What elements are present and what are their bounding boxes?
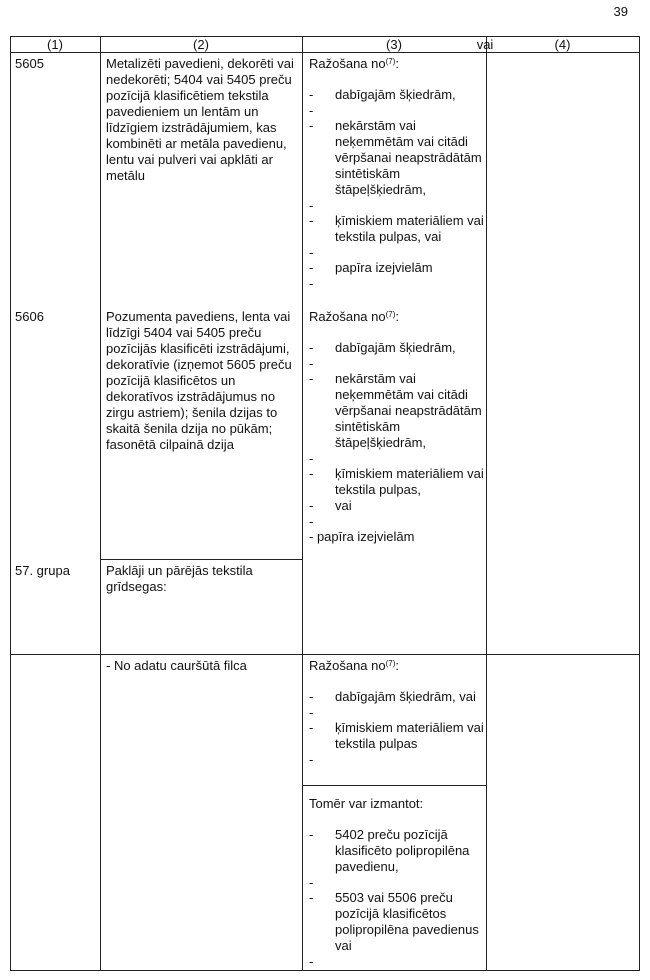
header-vai: vai [476, 37, 494, 52]
table-bottom-border [10, 970, 639, 971]
rule-intro: Ražošana $no^{(7)}$: [309, 309, 400, 324]
rule-item: - vai [309, 498, 352, 513]
dash-separator: - [309, 875, 314, 890]
column-divider-2 [302, 36, 303, 971]
header-col-3: (3) [386, 37, 402, 52]
row-divider-felt [10, 654, 639, 655]
rule-item: - ķīmiskiem materiāliem vai tekstila pulpas [309, 720, 484, 751]
rule-5605 [309, 56, 485, 291]
rule-intro: Ražošana $no^{(7)}$: [309, 658, 400, 673]
column-divider-1 [100, 36, 101, 971]
rule-item-last: - papīra izejvielām [309, 529, 415, 544]
dash-separator: - [309, 276, 314, 291]
dash-separator: - [309, 752, 314, 767]
rule-item: - dabīgajām šķiedrām, vai [309, 689, 476, 704]
rule-item: - nekārstām vai neķemmētām vai citādi vērpšanai neapstrādātām sintētiskām štāpeļšķiedrām, [309, 371, 482, 450]
table-top-border [10, 36, 639, 37]
row-divider-57 [100, 559, 302, 560]
dash-separator: - [309, 245, 314, 260]
rule-item: - nekārstām vai neķemmētām vai citādi vērpšanai neapstrādātām sintētiskām štāpeļšķiedrām, [309, 118, 482, 197]
rule-item: - ķīmiskiem materiāliem vai tekstila pulpas, vai [309, 213, 484, 244]
page-number: 39 [613, 4, 628, 19]
code-5606: 5606 [15, 309, 44, 324]
dash-separator: - [309, 451, 314, 466]
dash-separator: - [309, 705, 314, 720]
rule-item: - 5503 vai 5506 preču pozīcijā klasificētos polipropilēna pavedienus vai [309, 890, 479, 953]
table-right-border [639, 36, 640, 971]
rule-item: - papīra izejvielām [309, 260, 433, 275]
rule-item: - dabīgajām šķiedrām, [309, 340, 456, 355]
column-divider-3 [486, 36, 487, 971]
rule-intro: Ražošana $no^{(7)}$: [309, 56, 400, 71]
rule-felt [309, 658, 485, 767]
desc-5605: Metalizēti pavedieni, dekorēti vai nedekorēti; 5404 vai 5405 preču pozīcijā klasificētiem tekstila pavedieniem un lentām un līdzīgiem izstrādājumiem, kas kombinēti ar metāla pavedienu, lentu vai pulveri vai apklāti ar metālu [106, 56, 294, 183]
rule-item: - ķīmiskiem materiāliem vai tekstila pulpas, [309, 466, 484, 497]
header-col-2: (2) [193, 37, 209, 52]
rule-item: - dabīgajām šķiedrām, [309, 87, 456, 102]
header-col-1: (1) [47, 37, 63, 52]
dash-separator: - [309, 198, 314, 213]
header-col-4: (4) [554, 37, 571, 52]
however-intro: Tomēr var izmantot: [309, 796, 424, 811]
header-bottom-border [10, 52, 639, 53]
code-57-group: 57. grupa [15, 563, 70, 578]
dash-separator: - [309, 356, 314, 371]
desc-felt: - No adatu cauršūtā filca [106, 658, 247, 673]
rule-item: - 5402 preču pozīcijā klasificēto polipropilēna pavedienu, [309, 827, 470, 874]
rule-5606 [309, 309, 485, 545]
rule-felt-however [309, 796, 485, 969]
dash-separator: - [309, 514, 314, 529]
dash-separator: - [309, 103, 314, 118]
desc-57-group: Paklāji un pārējās tekstila grīdsegas: [106, 563, 253, 594]
table-left-border [10, 36, 11, 971]
dash-separator: - [309, 954, 314, 969]
cell-divider-however [302, 785, 486, 786]
desc-5606: Pozumenta pavediens, lenta vai līdzīgi 5404 vai 5405 preču pozīcijās klasificēti izstrādājumi, dekoratīvie (izņemot 5605 preču pozīcijā klasificētos un dekoratīvos izstrādājumus no zirgu astriem); šenila dzijas to skaitā šenila dzija no pūkām; fasonētā cilpainā dzija [106, 309, 292, 452]
code-5605: 5605 [15, 56, 44, 71]
